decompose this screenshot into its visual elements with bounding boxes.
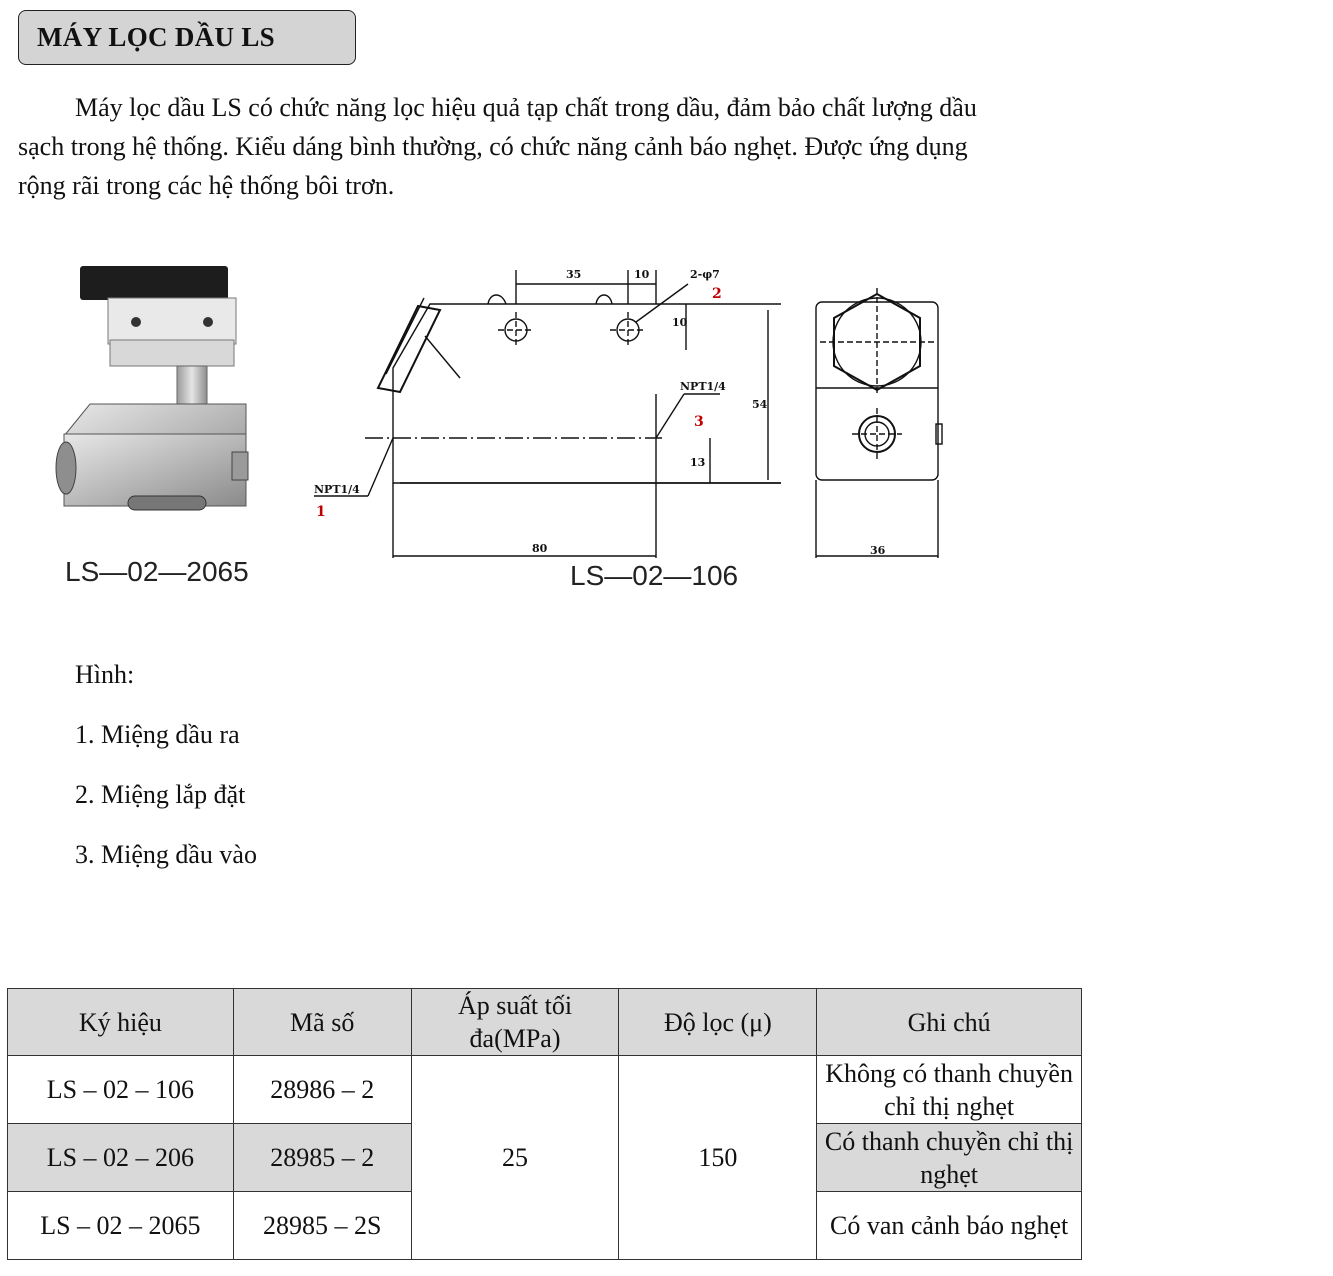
dim-80: 80: [532, 542, 548, 555]
intro-paragraph: Máy lọc dầu LS có chức năng lọc hiệu quả tạp chất trong dầu, đảm bảo chất lượng dầu sạch trong hệ thống. Kiểu dáng bình thường, có chức năng cảnh báo nghẹt. Được ứng dụng rộng rãi trong các hệ thống bôi trơn.: [18, 93, 977, 200]
header-note: Ghi chú: [817, 989, 1082, 1056]
legend-item-outlet: 1. Miệng dầu ra: [75, 720, 240, 749]
port-label-inlet: NPT1/4: [680, 380, 726, 393]
dim-holes: 2-φ7: [690, 268, 720, 281]
header-symbol: Ký hiệu: [8, 989, 234, 1056]
dim-35: 35: [566, 268, 582, 281]
legend-item-inlet: 3. Miệng dầu vào: [75, 840, 257, 869]
dim-36: 36: [870, 544, 886, 557]
cell-note: Không có thanh chuyền chỉ thị nghẹt: [817, 1056, 1082, 1124]
technical-drawing: [300, 258, 960, 558]
dim-13: 13: [690, 456, 706, 469]
table-header-row: [8, 989, 1082, 1056]
body-outline: [393, 304, 781, 483]
marker-1: 1: [316, 504, 326, 520]
cell-code: 28986 – 2: [233, 1056, 411, 1124]
marker-3: 3: [694, 414, 704, 430]
legend-heading: Hình:: [75, 660, 135, 689]
spec-table: [7, 988, 1082, 1260]
header-filtration: Độ lọc (μ): [619, 989, 817, 1056]
dim-54: 54: [752, 398, 768, 411]
header-pressure: Áp suất tối đa(MPa): [411, 989, 619, 1056]
table-row: [8, 1056, 1082, 1124]
cell-symbol: LS – 02 – 206: [8, 1124, 234, 1192]
header-code: Mã số: [233, 989, 411, 1056]
section-title: [18, 10, 356, 65]
legend-item-mount: 2. Miệng lắp đặt: [75, 780, 246, 809]
marker-2: 2: [712, 286, 722, 302]
photo-caption: LS—02—2065: [65, 556, 249, 587]
cell-symbol: LS – 02 – 2065: [8, 1192, 234, 1260]
port-label-outlet: NPT1/4: [314, 483, 360, 496]
cell-filtration: 150: [619, 1056, 817, 1260]
cell-symbol: LS – 02 – 106: [8, 1056, 234, 1124]
cell-pressure: 25: [411, 1056, 619, 1260]
cell-note: Có van cảnh báo nghẹt: [817, 1192, 1082, 1260]
section-title-text: MÁY LỌC DẦU LS: [37, 22, 275, 52]
product-photo: [50, 262, 260, 602]
drawing-caption: LS—02—106: [570, 560, 739, 591]
cell-code: 28985 – 2: [233, 1124, 411, 1192]
cell-note: Có thanh chuyền chỉ thị nghẹt: [817, 1124, 1082, 1192]
dim-10-vertical: 10: [672, 316, 688, 329]
cell-code: 28985 – 2S: [233, 1192, 411, 1260]
dim-10: 10: [634, 268, 650, 281]
filter-photo-image: [50, 262, 260, 562]
